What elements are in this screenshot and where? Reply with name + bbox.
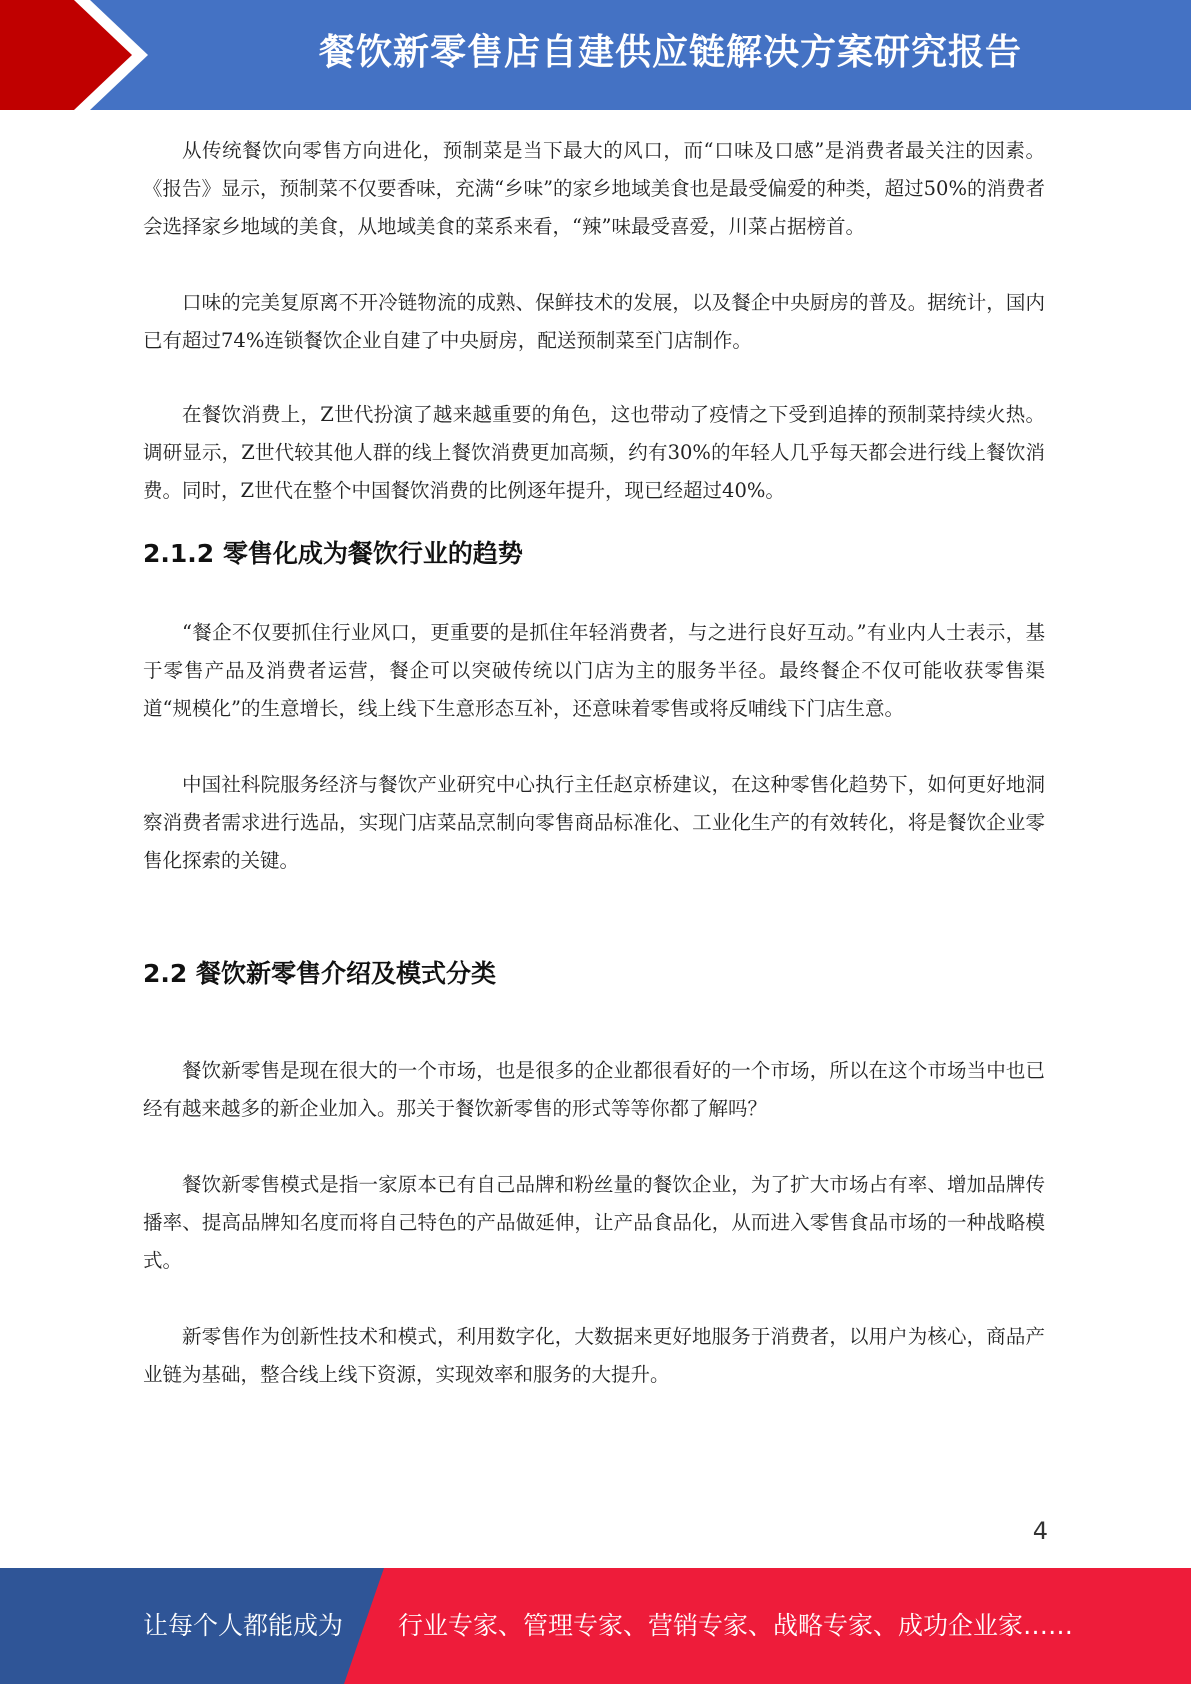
footer-slogan-left: 让每个人都能成为 [143,1611,344,1640]
footer-slogan-right: 行业专家、管理专家、营销专家、战略专家、成功企业家…… [398,1611,1074,1640]
section-heading: 2.2 餐饮新零售介绍及模式分类 [143,959,496,988]
header-chevron-decoration [0,0,160,110]
paragraph: 从传统餐饮向零售方向进化，预制菜是当下最大的风口，而“口味及口感”是消费者最关注的因素。《报告》显示，预制菜不仅要香味，充满“乡味”的家乡地域美食也是最受偏爱的种类，超过50%的消费者会选择家乡地域的美食，从地域美食的菜系来看，“辣”味最受喜爱，川菜占据榜首。 [143,139,1045,238]
paragraph: 口味的完美复原离不开冷链物流的成熟、保鲜技术的发展，以及餐企中央厨房的普及。据统计，国内已有超过74%连锁餐饮企业自建了中央厨房，配送预制菜至门店制作。 [143,291,1045,352]
paragraph: 在餐饮消费上，Z世代扮演了越来越重要的角色，这也带动了疫情之下受到追捧的预制菜持续火热。调研显示，Z世代较其他人群的线上餐饮消费更加高频，约有30%的年轻人几乎每天都会进行线上餐饮消费。同时，Z世代在整个中国餐饮消费的比例逐年提升，现已经超过40%。 [143,403,1045,502]
paragraph: 餐饮新零售模式是指一家原本已有自己品牌和粉丝量的餐饮企业，为了扩大市场占有率、增加品牌传播率、提高品牌知名度而将自己特色的产品做延伸，让产品食品化，从而进入零售食品市场的一种战略模式。 [143,1173,1045,1272]
paragraph: 中国社科院服务经济与餐饮产业研究中心执行主任赵京桥建议，在这种零售化趋势下，如何更好地洞察消费者需求进行选品，实现门店菜品烹制向零售商品标准化、工业化生产的有效转化，将是餐饮企业零售化探索的关键。 [143,773,1045,872]
paragraph: 新零售作为创新性技术和模式，利用数字化，大数据来更好地服务于消费者，以用户为核心，商品产业链为基础，整合线上线下资源，实现效率和服务的大提升。 [143,1325,1045,1386]
page-footer [0,1568,1191,1684]
section-heading: 2.1.2 零售化成为餐饮行业的趋势 [143,539,523,568]
page-number: 4 [1032,1517,1048,1545]
document-title: 餐饮新零售店自建供应链解决方案研究报告 [318,32,1022,73]
page-content [143,132,1045,1394]
paragraph: “餐企不仅要抓住行业风口，更重要的是抓住年轻消费者，与之进行良好互动。”有业内人士表示，基于零售产品及消费者运营，餐企可以突破传统以门店为主的服务半径。最终餐企不仅可能收获零售渠道“规模化”的生意增长，线上线下生意形态互补，还意味着零售或将反哺线下门店生意。 [143,621,1045,720]
paragraph: 餐饮新零售是现在很大的一个市场，也是很多的企业都很看好的一个市场，所以在这个市场当中也已经有越来越多的新企业加入。那关于餐饮新零售的形式等等你都了解吗？ [143,1059,1045,1120]
page-header [0,0,1191,110]
